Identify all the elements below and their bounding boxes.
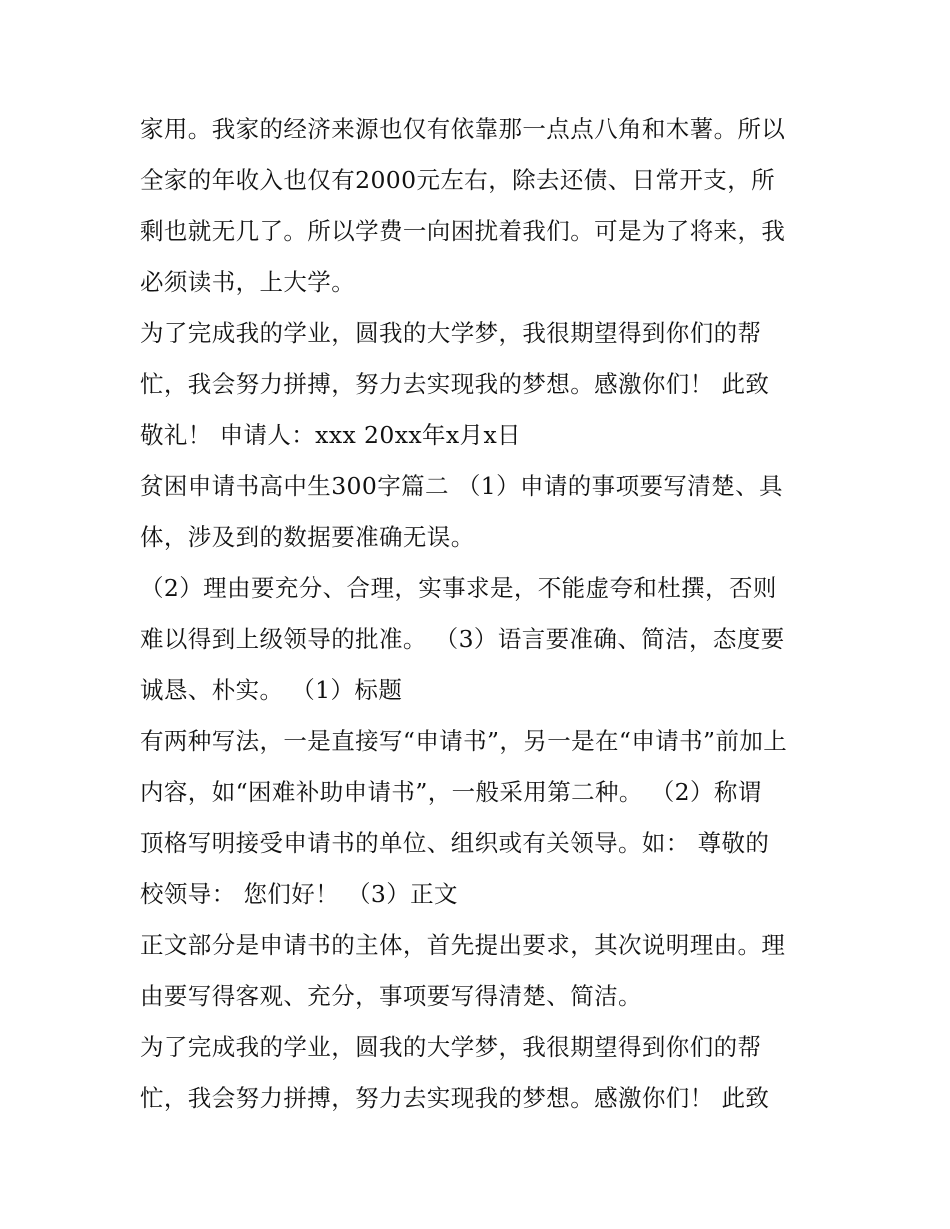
text-line: 必须读书，上大学。 (140, 268, 356, 296)
text-line: 有两种写法，一是直接写“申请书”，另一是在“申请书”前加上 (140, 727, 788, 755)
text-line: 诚恳、朴实。 （1）标题 (140, 676, 403, 704)
text-line: 敬礼！ 申请人：xxx 20xx年x月x日 (140, 421, 522, 449)
text-line: 校领导： 您们好！ （3）正文 (140, 880, 458, 908)
text-line: 内容，如“困难补助申请书”，一般采用第二种。 （2）称谓 (140, 778, 762, 806)
text-line: 由要写得客观、充分，事项要写得清楚、简洁。 (140, 982, 642, 1010)
text-line: 忙，我会努力拼搏，努力去实现我的梦想。感激你们！ 此致 (140, 1084, 770, 1112)
text-line: （2）理由要充分、合理，实事求是，不能虚夸和杜撰，否则 (140, 574, 777, 602)
text-line: 为了完成我的学业，圆我的大学梦，我很期望得到你们的帮 (140, 1033, 762, 1061)
text-line: 家用。我家的经济来源也仅有依靠那一点点八角和木薯。所以 (140, 115, 786, 143)
text-line: 全家的年收入也仅有2000元左右，除去还债、日常开支，所 (140, 166, 776, 194)
text-line: 正文部分是申请书的主体，首先提出要求，其次说明理由。理 (140, 931, 786, 959)
text-line: 为了完成我的学业，圆我的大学梦，我很期望得到你们的帮 (140, 319, 762, 347)
text-line: 体，涉及到的数据要准确无误。 (140, 523, 475, 551)
body-text (140, 104, 820, 1124)
text-line: 剩也就无几了。所以学费一向困扰着我们。可是为了将来，我 (140, 217, 786, 245)
text-line: 难以得到上级领导的批准。 （3）语言要准确、简洁，态度要 (140, 625, 785, 653)
text-line: 忙，我会努力拼搏，努力去实现我的梦想。感激你们！ 此致 (140, 370, 770, 398)
text-line: 贫困申请书高中生300字篇二 （1）申请的事项要写清楚、具 (140, 472, 783, 500)
text-line: 顶格写明接受申请书的单位、组织或有关领导。如： 尊敬的 (140, 829, 770, 857)
